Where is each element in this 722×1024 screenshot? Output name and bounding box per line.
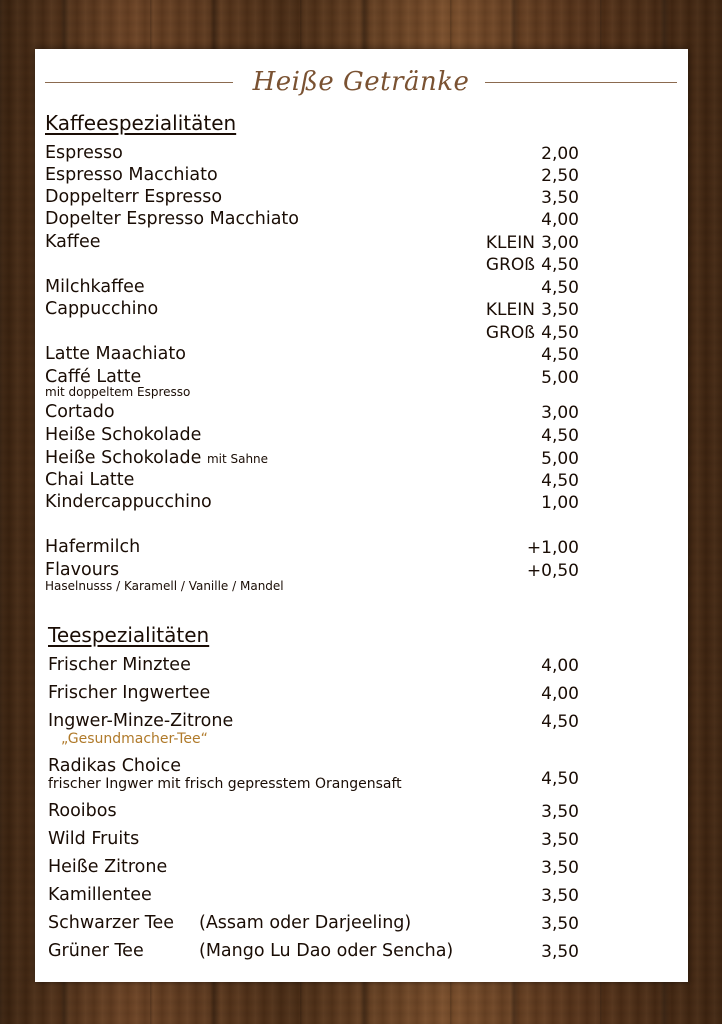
menu-header: [45, 67, 677, 97]
item-size: GROß: [485, 323, 535, 343]
item-name: Frischer Minztee: [48, 655, 191, 675]
item-price: +1,00: [526, 538, 579, 558]
menu-item: [35, 884, 688, 906]
item-variety: (Mango Lu Dao oder Sencha): [199, 941, 454, 961]
menu-title: Heiße Getränke: [252, 67, 470, 97]
item-price: +0,50: [526, 561, 579, 581]
item-name: Espresso Macchiato: [45, 165, 218, 185]
item-name: Kindercappucchino: [45, 492, 212, 512]
menu-item: [35, 828, 688, 850]
item-name-text: Heiße Schokolade: [45, 448, 202, 468]
menu-item: [35, 142, 688, 164]
item-price: 1,00: [541, 493, 579, 513]
item-name: Rooibos: [48, 801, 117, 821]
menu-item: [35, 912, 688, 934]
item-name: Latte Maachiato: [45, 344, 186, 364]
menu-item: [35, 654, 688, 676]
header-divider-left: [45, 82, 233, 83]
item-variety: (Assam oder Darjeeling): [199, 913, 412, 933]
item-name: Espresso: [45, 143, 123, 163]
item-name: Grüner Tee: [48, 941, 144, 961]
item-price: 3,50: [541, 300, 579, 320]
item-name: Cortado: [45, 402, 115, 422]
item-price: 4,50: [541, 323, 579, 343]
menu-item: [35, 164, 688, 186]
menu-item: [35, 231, 688, 253]
item-description: frischer Ingwer mit frisch gepresstem Orangensaft: [48, 776, 402, 792]
menu-page: [35, 49, 688, 982]
item-name: Wild Fruits: [48, 829, 140, 849]
item-price: 3,50: [541, 914, 579, 934]
item-size: GROß: [485, 255, 535, 275]
item-name: Hafermilch: [45, 537, 141, 557]
item-price: 3,50: [541, 802, 579, 822]
item-size: KLEIN: [485, 300, 535, 320]
menu-item: [35, 800, 688, 822]
menu-item: [35, 856, 688, 878]
item-price: 3,50: [541, 886, 579, 906]
item-size: KLEIN: [485, 233, 535, 253]
item-description: Haselnusss / Karamell / Vanille / Mandel: [45, 579, 284, 593]
item-name: Ingwer-Minze-Zitrone: [48, 711, 234, 731]
item-price: 4,50: [541, 426, 579, 446]
item-price: 4,00: [541, 210, 579, 230]
item-name: Frischer Ingwertee: [48, 683, 211, 703]
item-name: Schwarzer Tee: [48, 913, 175, 933]
item-name: Heiße Schokolade: [45, 425, 202, 445]
menu-item: [35, 298, 688, 320]
item-price: 3,50: [541, 858, 579, 878]
item-price: 3,50: [541, 188, 579, 208]
item-name: Chai Latte: [45, 470, 135, 490]
extra-item: [35, 559, 688, 581]
item-price: 4,50: [541, 471, 579, 491]
item-price: 4,00: [541, 656, 579, 676]
menu-item: [35, 469, 688, 491]
menu-item: [35, 710, 688, 732]
item-price: 4,50: [541, 345, 579, 365]
item-name: [45, 447, 268, 470]
section-title-tee: Teespezialitäten: [48, 623, 210, 647]
item-name: Heiße Zitrone: [48, 857, 168, 877]
item-price: 4,50: [541, 255, 579, 275]
item-name: Kamillentee: [48, 885, 152, 905]
item-price: 3,50: [541, 830, 579, 850]
menu-item: [35, 682, 688, 704]
item-name: Dopelter Espresso Macchiato: [45, 209, 299, 229]
menu-item: [35, 491, 688, 513]
menu-item: [35, 424, 688, 446]
menu-item: [35, 343, 688, 365]
item-price: 4,50: [541, 712, 579, 732]
item-price: 2,50: [541, 166, 579, 186]
item-price: 4,50: [541, 769, 579, 789]
item-name: Radikas Choice: [48, 756, 181, 776]
menu-item: [35, 208, 688, 230]
menu-item: [35, 940, 688, 962]
item-description: mit doppeltem Espresso: [45, 385, 191, 399]
item-price: 5,00: [541, 449, 579, 469]
item-note: mit Sahne: [206, 452, 269, 466]
extra-item: [35, 536, 688, 558]
item-price: 4,00: [541, 684, 579, 704]
item-price: 2,00: [541, 144, 579, 164]
item-name: Flavours: [45, 560, 120, 580]
item-name: Milchkaffee: [45, 277, 145, 297]
menu-item: [35, 276, 688, 298]
menu-item-variant: [35, 253, 688, 275]
item-name: Caffé Latte: [45, 367, 142, 387]
item-price: 3,00: [541, 233, 579, 253]
section-title-kaffee: Kaffeespezialitäten: [45, 111, 237, 135]
menu-item: [35, 447, 688, 469]
menu-item-variant: [35, 321, 688, 343]
item-tagline: „Gesundmacher-Tee“: [61, 731, 208, 747]
item-price: 3,50: [541, 942, 579, 962]
header-divider-right: [485, 82, 677, 83]
item-name: Cappucchino: [45, 299, 159, 319]
menu-item: [35, 401, 688, 423]
item-price: 4,50: [541, 278, 579, 298]
item-price: 3,00: [541, 403, 579, 423]
menu-item: [35, 186, 688, 208]
item-price: 5,00: [541, 368, 579, 388]
item-name: Doppelterr Espresso: [45, 187, 223, 207]
item-name: Kaffee: [45, 232, 101, 252]
